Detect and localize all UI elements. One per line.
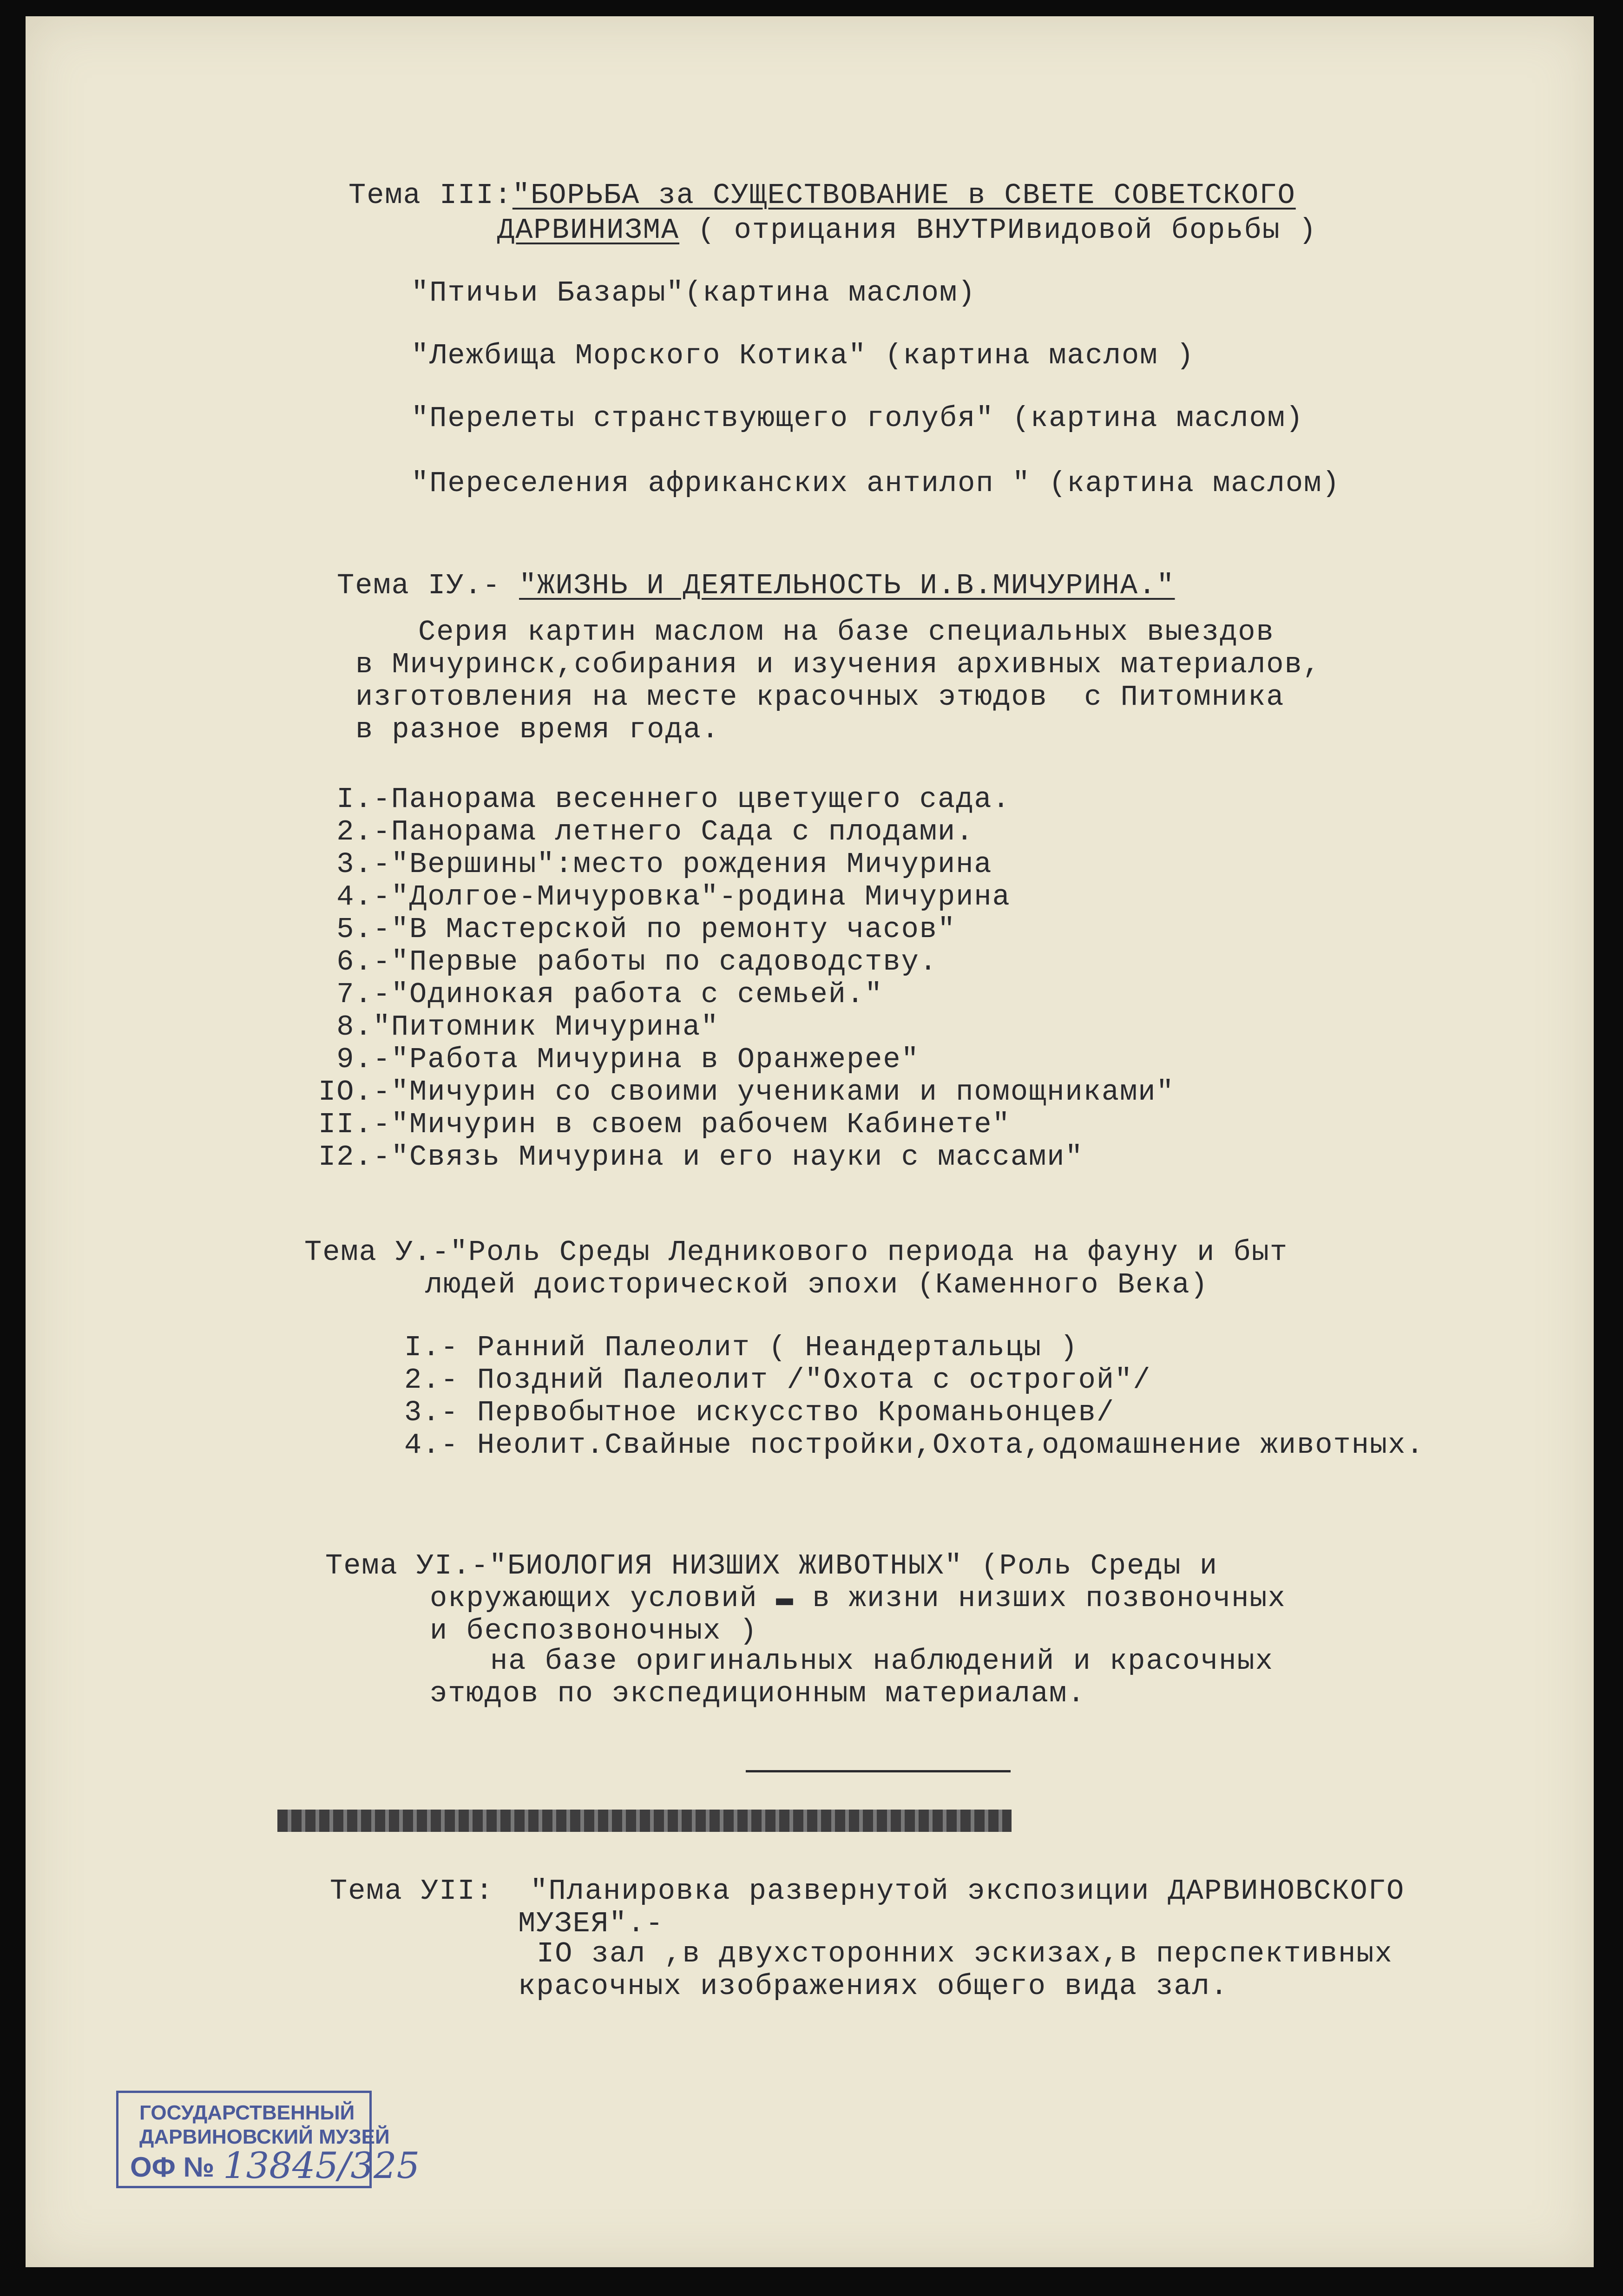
theme3-title-darwinism: ДАРВИНИЗМА	[497, 214, 680, 247]
theme3-item: "Перелеты странствующего голубя" (картина маслом)	[411, 402, 1304, 435]
theme4-list-item: 5.-"В Мастерской по ремонту часов"	[318, 913, 956, 946]
theme4-description-line: изготовления на месте красочных этюдов с Питомника	[355, 681, 1285, 714]
theme4-list-item: 3.-"Вершины":место рождения Мичурина	[318, 848, 992, 881]
theme3-title-main: "БОРЬБА за СУЩЕСТВОВАНИЕ в СВЕТЕ СОВЕТСКОГО	[512, 179, 1296, 212]
theme4-description-line: Серия картин маслом на базе специальных выездов	[418, 616, 1275, 649]
stamp-line2: ДАРВИНОВСКИЙ МУЗЕЙ	[139, 2125, 390, 2148]
theme3-item: "Переселения африканских антилоп " (картина маслом)	[411, 467, 1340, 500]
theme6-title-line1: Тема УI.-"БИОЛОГИЯ НИЗШИХ ЖИВОТНЫХ" (Роль Среды и	[325, 1549, 1218, 1582]
theme4-list-item: II.-"Мичурин в своем рабочем Кабинете"	[318, 1108, 1011, 1141]
theme5-list-item: I.- Ранний Палеолит ( Неандертальцы )	[404, 1331, 1078, 1364]
stamp-line1: ГОСУДАРСТВЕННЫЙ	[139, 2101, 355, 2124]
theme3-title-line2	[497, 216, 1317, 245]
theme5-list-item: 4.- Неолит.Свайные постройки,Охота,одомашнение животных.	[404, 1429, 1425, 1462]
theme5-list-item: 3.- Первобытное искусство Кроманьонцев/	[404, 1396, 1115, 1429]
theme4-list-item: 8."Питомник Мичурина"	[318, 1010, 719, 1043]
theme7-description-line1: IO зал ,в двухсторонних эскизах,в перспективных	[537, 1937, 1393, 1970]
stamp-inventory-number: 13845/325	[223, 2145, 420, 2187]
theme4-list-item: 9.-"Работа Мичурина в Оранжерее"	[318, 1043, 920, 1076]
theme7-title-line1: Тема УII: "Планировка развернутой экспозиции ДАРВИНОВСКОГО	[330, 1875, 1405, 1908]
document-page	[26, 16, 1594, 2267]
theme5-title-line2: людей доисторической эпохи (Каменного Века)	[425, 1268, 1209, 1301]
theme4-list-item: IO.-"Мичурин со своими учениками и помощниками"	[318, 1076, 1175, 1109]
theme3-item: "Птичьи Базары"(картина маслом)	[411, 276, 976, 309]
theme6-title-line2: окружающих условий ▬ в жизни низших позвоночных	[430, 1582, 1286, 1615]
section-divider	[746, 1770, 1011, 1772]
stamp-line3: ОФ №	[130, 2152, 215, 2183]
theme7-description-line2: красочных изображениях общего вида зал.	[518, 1970, 1229, 2003]
theme5-title-line1: Тема У.-"Роль Среды Ледникового периода на фауну и быт	[304, 1236, 1288, 1269]
theme7-title-line2: МУЗЕЯ".-	[518, 1907, 664, 1940]
theme4-description-line: в Мичуринск,собирания и изучения архивных материалов,	[355, 648, 1321, 681]
theme4-title-prefix: Тема IУ.-	[337, 569, 519, 602]
struck-out-line	[277, 1810, 1012, 1832]
theme5-list-item: 2.- Поздний Палеолит /"Охота с острогой"/	[404, 1364, 1151, 1397]
theme4-list-item: 6.-"Первые работы по садоводству.	[318, 945, 938, 978]
theme3-title-subtitle: ( отрицания ВНУТРИвидовой борьбы )	[679, 214, 1317, 247]
theme6-title-line3: и беспозвоночных )	[430, 1614, 758, 1647]
theme3-item: "Лежбища Морского Котика" (картина маслом )	[411, 339, 1195, 372]
theme4-list-item: 2.-Панорама летнего Сада с плодами.	[318, 815, 974, 848]
museum-stamp	[116, 2091, 420, 2188]
theme6-description-line2: этюдов по экспедиционным материалам.	[430, 1677, 1086, 1710]
theme4-title-main: "ЖИЗНЬ И ДЕЯТЕЛЬНОСТЬ И.В.МИЧУРИНА."	[519, 569, 1175, 602]
theme4-list-item: I2.-"Связь Мичурина и его науки с массами"	[318, 1141, 1084, 1174]
theme4-list-item: 7.-"Одинокая работа с семьей."	[318, 978, 883, 1011]
theme3-title-line1	[348, 181, 1296, 210]
theme6-description-line1: на базе оригинальных наблюдений и красочных	[490, 1645, 1274, 1678]
theme4-list-item: 4.-"Долгое-Мичуровка"-родина Мичурина	[318, 880, 1011, 913]
theme3-title-prefix: Тема III:	[348, 179, 513, 212]
theme4-title	[337, 571, 1175, 600]
theme4-list-item: I.-Панорама весеннего цветущего сада.	[318, 783, 1011, 816]
theme4-description-line: в разное время года.	[355, 713, 720, 746]
